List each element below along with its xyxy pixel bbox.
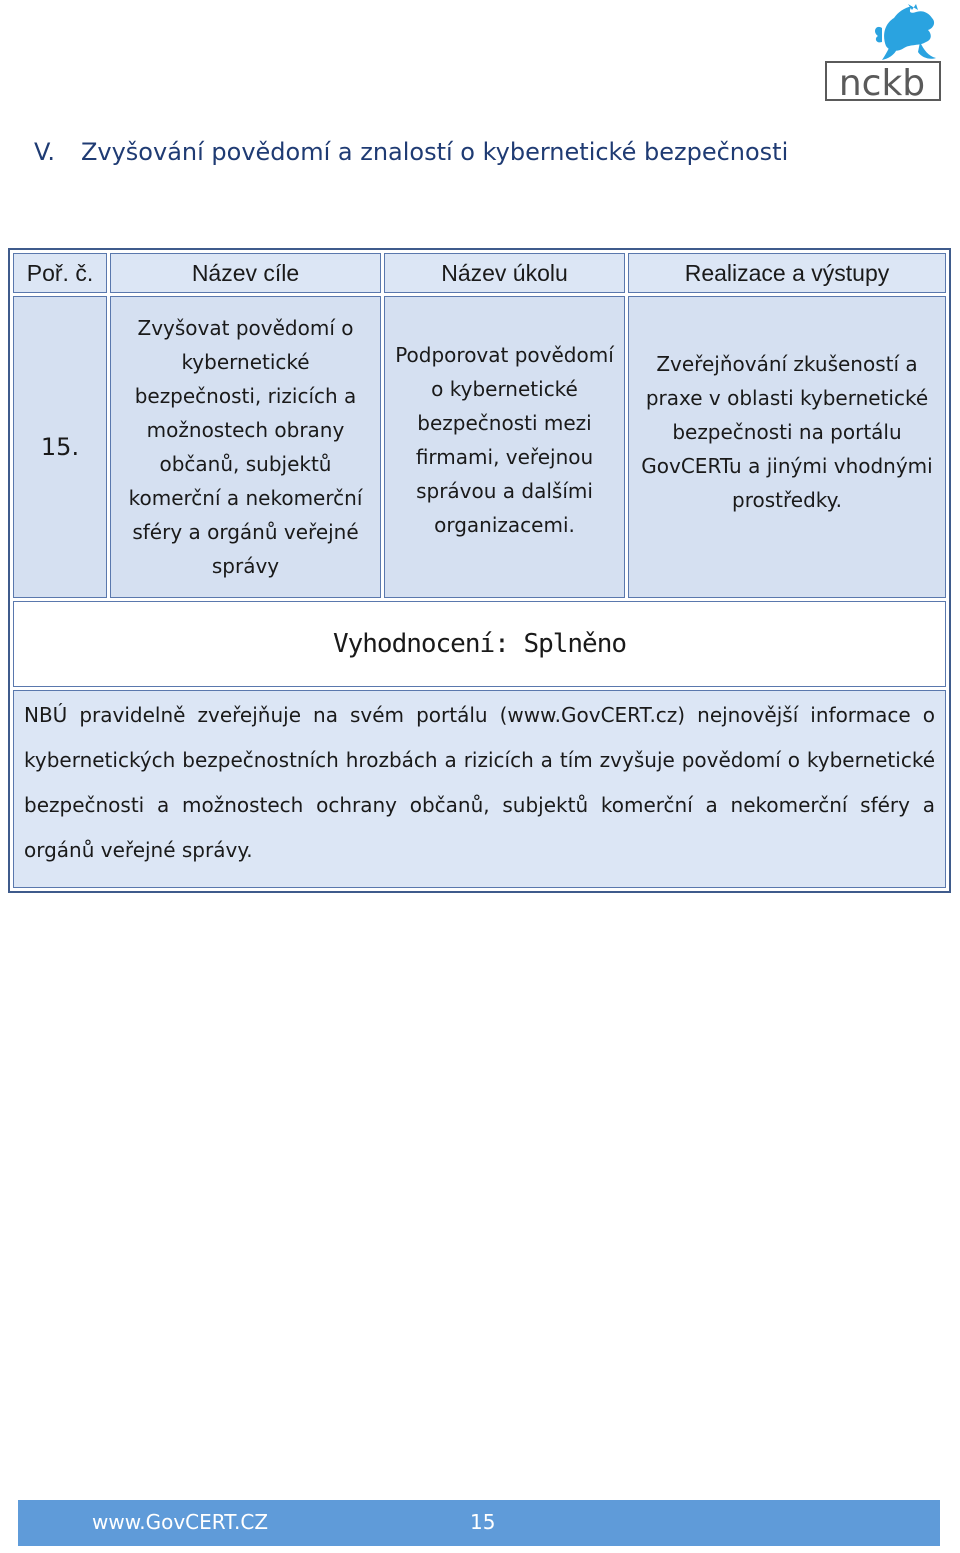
page-footer bbox=[18, 1500, 940, 1546]
column-header-realization: Realizace a výstupy bbox=[628, 253, 946, 293]
section-number: V. bbox=[34, 138, 55, 166]
description-row bbox=[13, 690, 946, 888]
goal-cell: Zvyšovat povědomí o kybernetické bezpečnosti, rizicích a možnostech obrany občanů, subjektů komerční a nekomerční sféry a orgánů veřejné správy bbox=[110, 296, 381, 598]
lion-logo-icon bbox=[824, 2, 944, 102]
column-header-number: Poř. č. bbox=[13, 253, 107, 293]
section-heading bbox=[34, 138, 788, 166]
footer-url: www.GovCERT.CZ bbox=[92, 1510, 269, 1534]
evaluation-row bbox=[13, 601, 946, 687]
logo-text: nckb bbox=[838, 63, 926, 102]
evaluation-description: NBÚ pravidelně zveřejňuje na svém portálu (www.GovCERT.cz) nejnovější informace o kybernetických bezpečnostních hrozbách a rizicích a tím zvyšuje povědomí o kybernetické bezpečnosti a možnostech ochrany občanů, subjektů komerční a nekomerční sféry a orgánů veřejné správy. bbox=[13, 690, 946, 888]
page-number: 15 bbox=[470, 1510, 496, 1534]
evaluation-status: Vyhodnocení: Splněno bbox=[13, 601, 946, 687]
task-cell: Podporovat povědomí o kybernetické bezpečnosti mezi firmami, veřejnou správou a dalšími organizacemi. bbox=[384, 296, 625, 598]
table-header-row bbox=[13, 253, 946, 293]
table-row bbox=[13, 296, 946, 598]
column-header-task: Název úkolu bbox=[384, 253, 625, 293]
realization-cell: Zveřejňování zkušeností a praxe v oblasti kybernetické bezpečnosti na portálu GovCERTu a jinými vhodnými prostředky. bbox=[628, 296, 946, 598]
goals-table bbox=[8, 248, 951, 893]
section-title: Zvyšování povědomí a znalostí o kybernetické bezpečnosti bbox=[80, 138, 789, 166]
column-header-goal: Název cíle bbox=[110, 253, 381, 293]
row-number: 15. bbox=[13, 296, 107, 598]
nckb-logo bbox=[824, 2, 944, 102]
